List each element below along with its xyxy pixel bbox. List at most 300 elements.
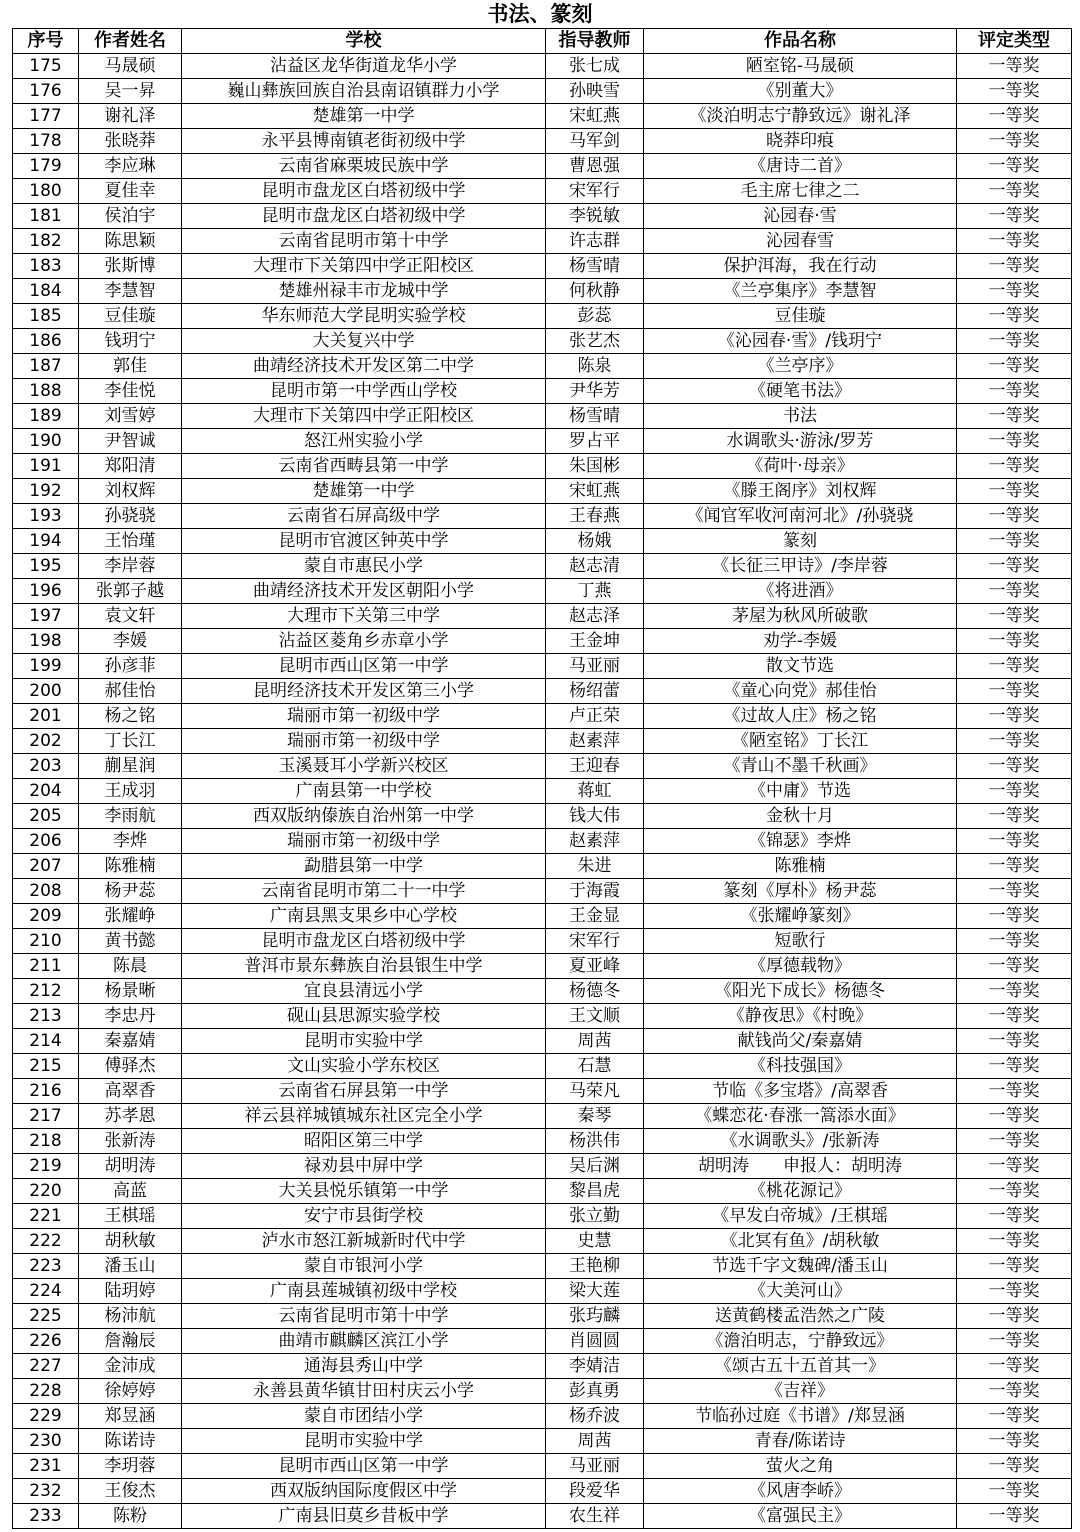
table-row xyxy=(13,429,1072,454)
table-row xyxy=(13,729,1072,754)
cell-teacher: 宋虹燕 xyxy=(546,479,644,504)
table-row xyxy=(13,479,1072,504)
table-row xyxy=(13,579,1072,604)
table-row xyxy=(13,1404,1072,1429)
table-row xyxy=(13,204,1072,229)
cell-number: 181 xyxy=(13,204,79,229)
cell-author: 王俊杰 xyxy=(79,1479,182,1504)
cell-number: 175 xyxy=(13,54,79,79)
cell-number: 195 xyxy=(13,554,79,579)
cell-award-type: 一等奖 xyxy=(957,1204,1072,1229)
cell-award-type: 一等奖 xyxy=(957,1329,1072,1354)
cell-work-title: 沁园春雪 xyxy=(644,229,957,254)
cell-award-type: 一等奖 xyxy=(957,1304,1072,1329)
cell-school: 永平县博南镇老街初级中学 xyxy=(182,129,546,154)
cell-teacher: 宋军行 xyxy=(546,179,644,204)
cell-work-title: 《唐诗二首》 xyxy=(644,154,957,179)
cell-work-title: 沁园春·雪 xyxy=(644,204,957,229)
cell-author: 郑阳清 xyxy=(79,454,182,479)
cell-teacher: 周茜 xyxy=(546,1429,644,1454)
cell-school: 昆明市官渡区钟英中学 xyxy=(182,529,546,554)
cell-teacher: 宋军行 xyxy=(546,929,644,954)
cell-work-title: 《风唐李峤》 xyxy=(644,1479,957,1504)
cell-author: 刘权辉 xyxy=(79,479,182,504)
cell-teacher: 李锐敏 xyxy=(546,204,644,229)
cell-award-type: 一等奖 xyxy=(957,804,1072,829)
cell-school: 广南县旧莫乡昔板中学 xyxy=(182,1504,546,1529)
table-row xyxy=(13,629,1072,654)
table-row xyxy=(13,779,1072,804)
cell-teacher: 马军剑 xyxy=(546,129,644,154)
cell-award-type: 一等奖 xyxy=(957,1004,1072,1029)
cell-teacher: 杨雪晴 xyxy=(546,404,644,429)
cell-number: 208 xyxy=(13,879,79,904)
table-row xyxy=(13,404,1072,429)
cell-work-title: 《阳光下成长》杨德冬 xyxy=(644,979,957,1004)
cell-school: 瑞丽市第一初级中学 xyxy=(182,829,546,854)
cell-school: 普洱市景东彝族自治县银生中学 xyxy=(182,954,546,979)
cell-award-type: 一等奖 xyxy=(957,1454,1072,1479)
cell-teacher: 张玙麟 xyxy=(546,1304,644,1329)
cell-author: 徐婷婷 xyxy=(79,1379,182,1404)
cell-award-type: 一等奖 xyxy=(957,79,1072,104)
table-row xyxy=(13,1129,1072,1154)
cell-work-title: 《中庸》节选 xyxy=(644,779,957,804)
cell-number: 229 xyxy=(13,1404,79,1429)
cell-teacher: 宋虹燕 xyxy=(546,104,644,129)
cell-work-title: 劝学-李媛 xyxy=(644,629,957,654)
table-row xyxy=(13,1079,1072,1104)
cell-number: 193 xyxy=(13,504,79,529)
cell-teacher: 孙映雪 xyxy=(546,79,644,104)
cell-author: 金沛成 xyxy=(79,1354,182,1379)
cell-award-type: 一等奖 xyxy=(957,329,1072,354)
cell-author: 夏佳幸 xyxy=(79,179,182,204)
cell-teacher: 朱进 xyxy=(546,854,644,879)
cell-work-title: 书法 xyxy=(644,404,957,429)
cell-author: 李雨航 xyxy=(79,804,182,829)
table-row xyxy=(13,1004,1072,1029)
cell-number: 221 xyxy=(13,1204,79,1229)
document-title: 书法、篆刻 xyxy=(487,2,593,26)
table-row xyxy=(13,529,1072,554)
cell-number: 186 xyxy=(13,329,79,354)
cell-award-type: 一等奖 xyxy=(957,504,1072,529)
cell-teacher: 杨德冬 xyxy=(546,979,644,1004)
cell-award-type: 一等奖 xyxy=(957,154,1072,179)
cell-author: 刘雪婷 xyxy=(79,404,182,429)
cell-teacher: 石慧 xyxy=(546,1054,644,1079)
cell-award-type: 一等奖 xyxy=(957,104,1072,129)
cell-author: 豆佳璇 xyxy=(79,304,182,329)
table-row xyxy=(13,229,1072,254)
cell-number: 179 xyxy=(13,154,79,179)
cell-teacher: 许志群 xyxy=(546,229,644,254)
cell-school: 云南省昆明市第十中学 xyxy=(182,229,546,254)
cell-work-title: 《青山不墨千秋画》 xyxy=(644,754,957,779)
cell-teacher: 赵素萍 xyxy=(546,829,644,854)
cell-teacher: 农生祥 xyxy=(546,1504,644,1529)
cell-work-title: 青春/陈诺诗 xyxy=(644,1429,957,1454)
cell-award-type: 一等奖 xyxy=(957,829,1072,854)
cell-school: 西双版纳国际度假区中学 xyxy=(182,1479,546,1504)
cell-school: 曲靖市麒麟区滨江小学 xyxy=(182,1329,546,1354)
cell-work-title: 水调歌头·游泳/罗芳 xyxy=(644,429,957,454)
cell-number: 177 xyxy=(13,104,79,129)
table-row xyxy=(13,1204,1072,1229)
header-school: 学校 xyxy=(182,29,546,54)
cell-teacher: 何秋静 xyxy=(546,279,644,304)
cell-author: 李玥蓉 xyxy=(79,1454,182,1479)
cell-author: 陈雅楠 xyxy=(79,854,182,879)
cell-award-type: 一等奖 xyxy=(957,529,1072,554)
cell-teacher: 秦琴 xyxy=(546,1104,644,1129)
cell-teacher: 尹华芳 xyxy=(546,379,644,404)
cell-teacher: 彭真勇 xyxy=(546,1379,644,1404)
cell-teacher: 肖圆圆 xyxy=(546,1329,644,1354)
cell-author: 杨之铭 xyxy=(79,704,182,729)
cell-number: 185 xyxy=(13,304,79,329)
cell-school: 宜良县清远小学 xyxy=(182,979,546,1004)
cell-school: 昆明市西山区第一中学 xyxy=(182,654,546,679)
cell-teacher: 王迎春 xyxy=(546,754,644,779)
cell-work-title: 《童心向党》郝佳怡 xyxy=(644,679,957,704)
table-row xyxy=(13,754,1072,779)
cell-author: 李烨 xyxy=(79,829,182,854)
cell-number: 178 xyxy=(13,129,79,154)
cell-school: 泸水市怒江新城新时代中学 xyxy=(182,1229,546,1254)
cell-number: 204 xyxy=(13,779,79,804)
cell-award-type: 一等奖 xyxy=(957,1029,1072,1054)
cell-award-type: 一等奖 xyxy=(957,954,1072,979)
cell-number: 217 xyxy=(13,1104,79,1129)
header-row xyxy=(13,29,1072,54)
cell-award-type: 一等奖 xyxy=(957,479,1072,504)
cell-number: 218 xyxy=(13,1129,79,1154)
cell-award-type: 一等奖 xyxy=(957,304,1072,329)
cell-author: 高蓝 xyxy=(79,1179,182,1204)
cell-teacher: 王春燕 xyxy=(546,504,644,529)
table-row xyxy=(13,304,1072,329)
cell-school: 昆明经济技术开发区第三小学 xyxy=(182,679,546,704)
table-row xyxy=(13,1304,1072,1329)
table-row xyxy=(13,804,1072,829)
cell-award-type: 一等奖 xyxy=(957,1154,1072,1179)
cell-work-title: 金秋十月 xyxy=(644,804,957,829)
table-row xyxy=(13,1054,1072,1079)
cell-work-title: 《锦瑟》李烨 xyxy=(644,829,957,854)
cell-teacher: 赵志泽 xyxy=(546,604,644,629)
cell-school: 砚山县思源实验学校 xyxy=(182,1004,546,1029)
cell-author: 詹瀚辰 xyxy=(79,1329,182,1354)
table-row xyxy=(13,1254,1072,1279)
cell-award-type: 一等奖 xyxy=(957,454,1072,479)
cell-number: 226 xyxy=(13,1329,79,1354)
table-row xyxy=(13,954,1072,979)
cell-author: 陈粉 xyxy=(79,1504,182,1529)
table-row xyxy=(13,79,1072,104)
cell-work-title: 《陋室铭》丁长江 xyxy=(644,729,957,754)
cell-author: 潘玉山 xyxy=(79,1254,182,1279)
table-row xyxy=(13,1354,1072,1379)
cell-award-type: 一等奖 xyxy=(957,1354,1072,1379)
cell-school: 广南县第一中学校 xyxy=(182,779,546,804)
cell-number: 184 xyxy=(13,279,79,304)
cell-number: 190 xyxy=(13,429,79,454)
cell-number: 222 xyxy=(13,1229,79,1254)
cell-teacher: 赵素萍 xyxy=(546,729,644,754)
cell-award-type: 一等奖 xyxy=(957,229,1072,254)
cell-award-type: 一等奖 xyxy=(957,354,1072,379)
cell-number: 210 xyxy=(13,929,79,954)
cell-award-type: 一等奖 xyxy=(957,1179,1072,1204)
cell-school: 怒江州实验小学 xyxy=(182,429,546,454)
cell-award-type: 一等奖 xyxy=(957,1054,1072,1079)
cell-school: 沾益区龙华街道龙华小学 xyxy=(182,54,546,79)
table-row xyxy=(13,329,1072,354)
cell-award-type: 一等奖 xyxy=(957,679,1072,704)
cell-award-type: 一等奖 xyxy=(957,1104,1072,1129)
cell-work-title: 《兰亭集序》李慧智 xyxy=(644,279,957,304)
cell-author: 吴一昇 xyxy=(79,79,182,104)
cell-work-title: 《硬笔书法》 xyxy=(644,379,957,404)
cell-number: 183 xyxy=(13,254,79,279)
cell-award-type: 一等奖 xyxy=(957,204,1072,229)
cell-teacher: 卢正荣 xyxy=(546,704,644,729)
cell-school: 昭阳区第三中学 xyxy=(182,1129,546,1154)
cell-number: 209 xyxy=(13,904,79,929)
cell-award-type: 一等奖 xyxy=(957,179,1072,204)
table-row xyxy=(13,1329,1072,1354)
cell-school: 云南省昆明市第二十一中学 xyxy=(182,879,546,904)
cell-teacher: 马亚丽 xyxy=(546,654,644,679)
cell-award-type: 一等奖 xyxy=(957,1404,1072,1429)
cell-award-type: 一等奖 xyxy=(957,379,1072,404)
table-row xyxy=(13,104,1072,129)
cell-number: 192 xyxy=(13,479,79,504)
table-row xyxy=(13,704,1072,729)
cell-award-type: 一等奖 xyxy=(957,129,1072,154)
cell-award-type: 一等奖 xyxy=(957,929,1072,954)
cell-author: 钱玥宁 xyxy=(79,329,182,354)
cell-school: 昆明市盘龙区白塔初级中学 xyxy=(182,179,546,204)
cell-author: 李慧智 xyxy=(79,279,182,304)
cell-award-type: 一等奖 xyxy=(957,729,1072,754)
table-row xyxy=(13,1279,1072,1304)
cell-author: 秦嘉婧 xyxy=(79,1029,182,1054)
cell-teacher: 朱国彬 xyxy=(546,454,644,479)
cell-number: 223 xyxy=(13,1254,79,1279)
header-number: 序号 xyxy=(13,29,79,54)
cell-work-title: 《沁园春·雪》/钱玥宁 xyxy=(644,329,957,354)
cell-number: 200 xyxy=(13,679,79,704)
cell-author: 张耀峥 xyxy=(79,904,182,929)
cell-school: 云南省西畴县第一中学 xyxy=(182,454,546,479)
cell-school: 云南省石屏高级中学 xyxy=(182,504,546,529)
cell-number: 198 xyxy=(13,629,79,654)
cell-work-title: 《淡泊明志宁静致远》谢礼泽 xyxy=(644,104,957,129)
cell-number: 232 xyxy=(13,1479,79,1504)
cell-number: 213 xyxy=(13,1004,79,1029)
cell-number: 207 xyxy=(13,854,79,879)
cell-number: 215 xyxy=(13,1054,79,1079)
cell-school: 大关复兴中学 xyxy=(182,329,546,354)
cell-author: 苏孝恩 xyxy=(79,1104,182,1129)
cell-award-type: 一等奖 xyxy=(957,979,1072,1004)
cell-author: 杨景晰 xyxy=(79,979,182,1004)
cell-award-type: 一等奖 xyxy=(957,904,1072,929)
cell-work-title: 《蝶恋花·春涨一篙添水面》 xyxy=(644,1104,957,1129)
cell-author: 马晟硕 xyxy=(79,54,182,79)
cell-school: 云南省麻栗坡民族中学 xyxy=(182,154,546,179)
cell-work-title: 《厚德载物》 xyxy=(644,954,957,979)
header-work-title: 作品名称 xyxy=(644,29,957,54)
cell-teacher: 周茜 xyxy=(546,1029,644,1054)
cell-school: 曲靖经济技术开发区朝阳小学 xyxy=(182,579,546,604)
cell-work-title: 晓莽印痕 xyxy=(644,129,957,154)
cell-number: 220 xyxy=(13,1179,79,1204)
cell-school: 楚雄州禄丰市龙城中学 xyxy=(182,279,546,304)
cell-school: 祥云县祥城镇城东社区完全小学 xyxy=(182,1104,546,1129)
cell-work-title: 陋室铭-马晟硕 xyxy=(644,54,957,79)
cell-work-title: 《颂古五十五首其一》 xyxy=(644,1354,957,1379)
table-row xyxy=(13,1504,1072,1529)
cell-work-title: 豆佳璇 xyxy=(644,304,957,329)
cell-work-title: 《闻官军收河南河北》/孙骁骁 xyxy=(644,504,957,529)
cell-school: 瑞丽市第一初级中学 xyxy=(182,729,546,754)
cell-school: 瑞丽市第一初级中学 xyxy=(182,704,546,729)
cell-teacher: 张立勤 xyxy=(546,1204,644,1229)
cell-teacher: 杨娥 xyxy=(546,529,644,554)
cell-school: 昆明市盘龙区白塔初级中学 xyxy=(182,204,546,229)
table-row xyxy=(13,379,1072,404)
table-row xyxy=(13,554,1072,579)
cell-school: 大理市下关第三中学 xyxy=(182,604,546,629)
cell-school: 通海县秀山中学 xyxy=(182,1354,546,1379)
cell-author: 张斯博 xyxy=(79,254,182,279)
cell-author: 胡秋敏 xyxy=(79,1229,182,1254)
cell-teacher: 于海霞 xyxy=(546,879,644,904)
cell-award-type: 一等奖 xyxy=(957,279,1072,304)
cell-work-title: 篆刻 xyxy=(644,529,957,554)
cell-teacher: 曹恩强 xyxy=(546,154,644,179)
cell-award-type: 一等奖 xyxy=(957,1479,1072,1504)
cell-work-title: 《别董大》 xyxy=(644,79,957,104)
cell-school: 文山实验小学东校区 xyxy=(182,1054,546,1079)
cell-teacher: 马亚丽 xyxy=(546,1454,644,1479)
cell-teacher: 陈泉 xyxy=(546,354,644,379)
cell-award-type: 一等奖 xyxy=(957,879,1072,904)
table-row xyxy=(13,454,1072,479)
cell-award-type: 一等奖 xyxy=(957,854,1072,879)
cell-work-title: 《桃花源记》 xyxy=(644,1179,957,1204)
cell-teacher: 李婧洁 xyxy=(546,1354,644,1379)
cell-award-type: 一等奖 xyxy=(957,1129,1072,1154)
cell-teacher: 彭蕊 xyxy=(546,304,644,329)
table-row xyxy=(13,854,1072,879)
cell-school: 蒙自市银河小学 xyxy=(182,1254,546,1279)
cell-work-title: 《滕王阁序》刘权辉 xyxy=(644,479,957,504)
cell-author: 谢礼泽 xyxy=(79,104,182,129)
cell-work-title: 节选千字文魏碑/潘玉山 xyxy=(644,1254,957,1279)
cell-award-type: 一等奖 xyxy=(957,704,1072,729)
cell-award-type: 一等奖 xyxy=(957,654,1072,679)
cell-author: 张郭子越 xyxy=(79,579,182,604)
cell-author: 郭佳 xyxy=(79,354,182,379)
cell-author: 陈思颖 xyxy=(79,229,182,254)
cell-work-title: 《富强民主》 xyxy=(644,1504,957,1529)
table-row xyxy=(13,1429,1072,1454)
cell-author: 陆玥婷 xyxy=(79,1279,182,1304)
cell-award-type: 一等奖 xyxy=(957,604,1072,629)
cell-teacher: 杨洪伟 xyxy=(546,1129,644,1154)
cell-work-title: 《大美河山》 xyxy=(644,1279,957,1304)
cell-author: 孙彦菲 xyxy=(79,654,182,679)
cell-teacher: 蒋虹 xyxy=(546,779,644,804)
table-row xyxy=(13,1229,1072,1254)
cell-award-type: 一等奖 xyxy=(957,54,1072,79)
cell-work-title: 胡明涛 申报人：胡明涛 xyxy=(644,1154,957,1179)
cell-number: 189 xyxy=(13,404,79,429)
cell-award-type: 一等奖 xyxy=(957,1429,1072,1454)
cell-work-title: 毛主席七律之二 xyxy=(644,179,957,204)
cell-work-title: 萤火之角 xyxy=(644,1454,957,1479)
cell-school: 楚雄第一中学 xyxy=(182,104,546,129)
header-teacher: 指导教师 xyxy=(546,29,644,54)
table-row xyxy=(13,1104,1072,1129)
cell-author: 陈诺诗 xyxy=(79,1429,182,1454)
cell-number: 199 xyxy=(13,654,79,679)
cell-award-type: 一等奖 xyxy=(957,1279,1072,1304)
cell-number: 214 xyxy=(13,1029,79,1054)
cell-number: 219 xyxy=(13,1154,79,1179)
cell-school: 蒙自市惠民小学 xyxy=(182,554,546,579)
cell-author: 张晓莽 xyxy=(79,129,182,154)
cell-work-title: 散文节选 xyxy=(644,654,957,679)
table-row xyxy=(13,979,1072,1004)
cell-teacher: 王艳柳 xyxy=(546,1254,644,1279)
cell-award-type: 一等奖 xyxy=(957,429,1072,454)
cell-school: 大关县悦乐镇第一中学 xyxy=(182,1179,546,1204)
cell-school: 勐腊县第一中学 xyxy=(182,854,546,879)
cell-number: 194 xyxy=(13,529,79,554)
table-row xyxy=(13,129,1072,154)
cell-author: 杨尹蕊 xyxy=(79,879,182,904)
cell-teacher: 丁燕 xyxy=(546,579,644,604)
cell-number: 201 xyxy=(13,704,79,729)
cell-work-title: 短歌行 xyxy=(644,929,957,954)
cell-teacher: 杨绍蕾 xyxy=(546,679,644,704)
table-body xyxy=(13,54,1072,1529)
cell-school: 广南县黑支果乡中心学校 xyxy=(182,904,546,929)
cell-school: 楚雄第一中学 xyxy=(182,479,546,504)
table-row xyxy=(13,604,1072,629)
cell-number: 233 xyxy=(13,1504,79,1529)
cell-work-title: 《荷叶·母亲》 xyxy=(644,454,957,479)
table-row xyxy=(13,354,1072,379)
cell-teacher: 史慧 xyxy=(546,1229,644,1254)
cell-work-title: 《静夜思》《村晚》 xyxy=(644,1004,957,1029)
cell-school: 昆明市西山区第一中学 xyxy=(182,1454,546,1479)
cell-school: 华东师范大学昆明实验学校 xyxy=(182,304,546,329)
cell-author: 王怡瑾 xyxy=(79,529,182,554)
cell-number: 176 xyxy=(13,79,79,104)
cell-school: 禄劝县中屏中学 xyxy=(182,1154,546,1179)
cell-work-title: 节临孙过庭《书谱》/郑昱涵 xyxy=(644,1404,957,1429)
cell-author: 侯泊宇 xyxy=(79,204,182,229)
table-row xyxy=(13,904,1072,929)
cell-school: 永善县黄华镇甘田村庆云小学 xyxy=(182,1379,546,1404)
